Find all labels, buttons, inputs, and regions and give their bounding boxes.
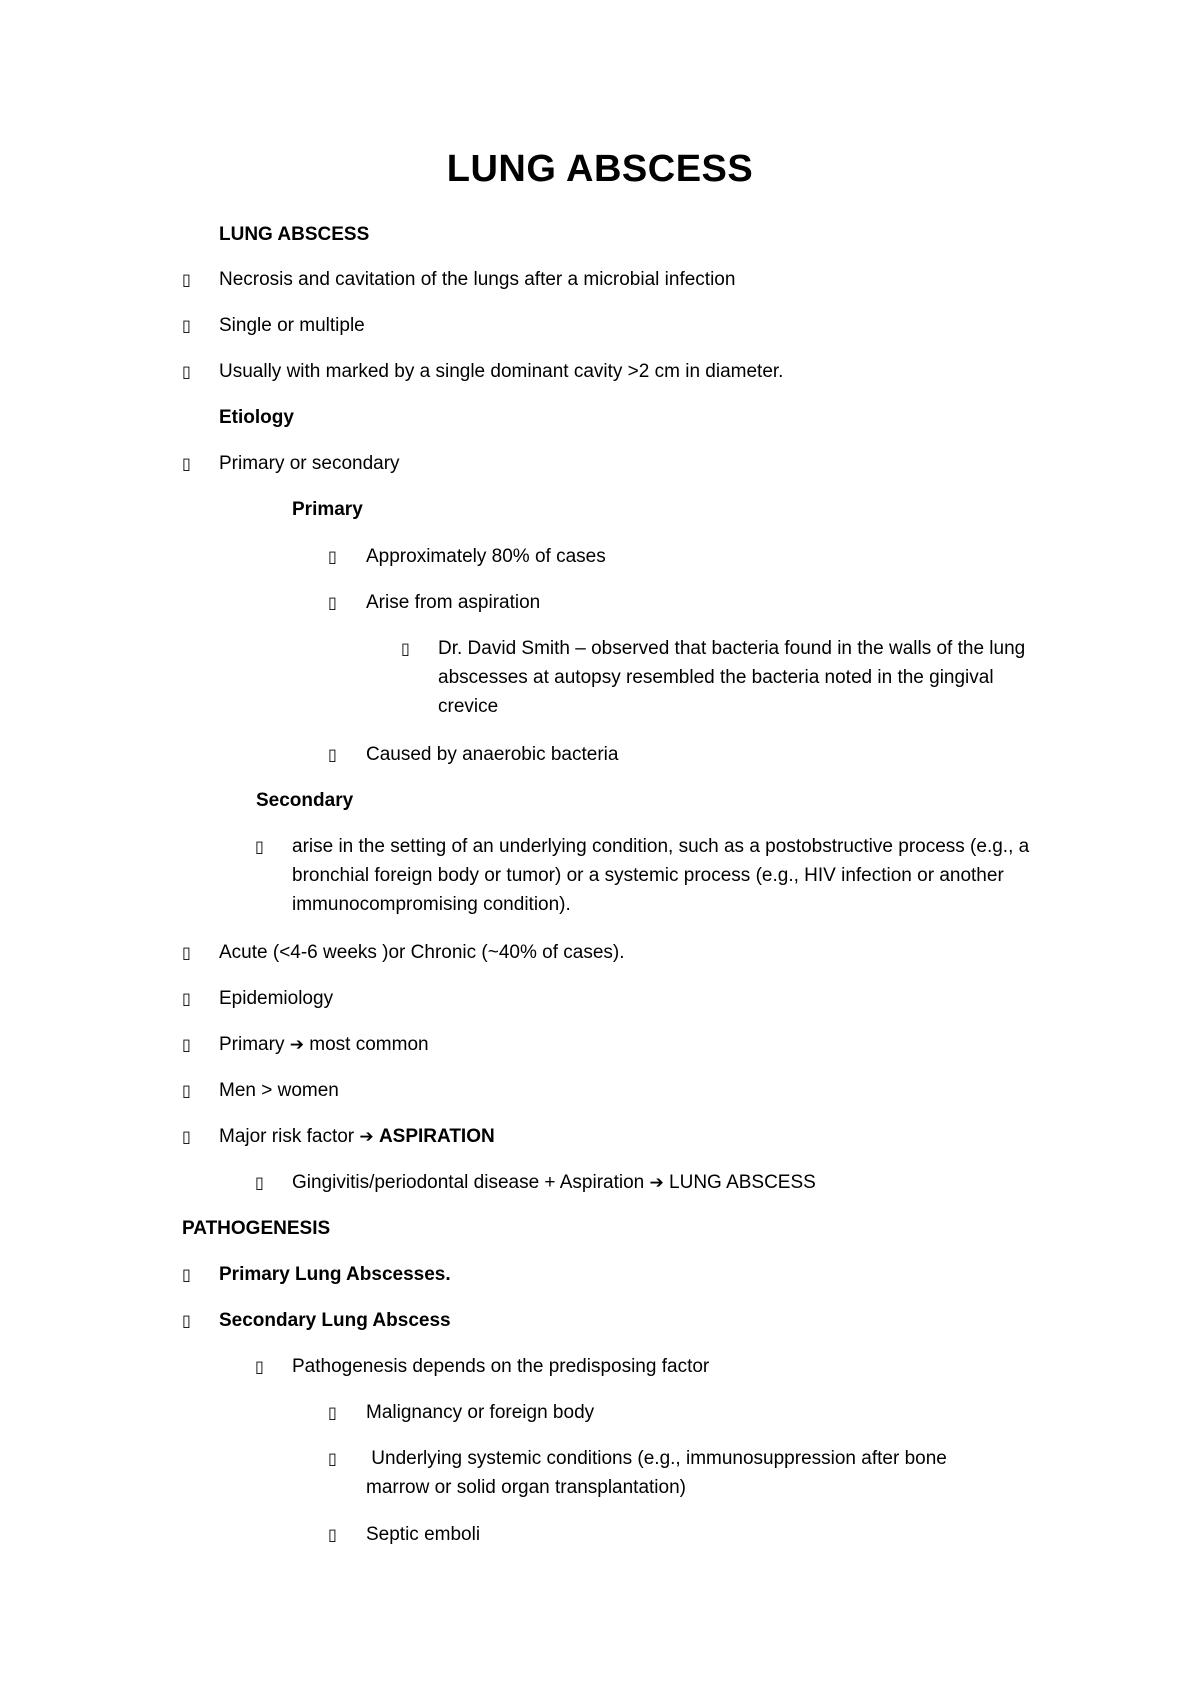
list-item: Primary Lung Abscesses. xyxy=(219,1264,451,1285)
bullet-icon: ▯ xyxy=(182,1081,191,1100)
bullet-icon: ▯ xyxy=(182,1127,191,1146)
bullet-icon: ▯ xyxy=(328,593,337,612)
bullet-icon: ▯ xyxy=(182,362,191,381)
most-common-label: most common xyxy=(309,1034,429,1055)
bullet-icon: ▯ xyxy=(182,1265,191,1284)
bullet-icon: ▯ xyxy=(182,943,191,962)
list-item: Men > women xyxy=(219,1080,339,1101)
risk-factor-label: Major risk factor xyxy=(219,1126,355,1147)
list-item: Usually with marked by a single dominant cavity >2 cm in diameter. xyxy=(219,361,784,382)
bullet-icon: ▯ xyxy=(328,745,337,764)
gingivitis-result: LUNG ABSCESS xyxy=(669,1172,816,1193)
bullet-icon: ▯ xyxy=(328,547,337,566)
secondary-item: arise in the setting of an underlying condition, such as a postobstructive process (e.g., a bronchial foreign body or tumor) or a systemic process (e.g., HIV infection or another immunocompromising condition). xyxy=(292,836,1030,915)
section-heading-lung-abscess: LUNG ABSCESS xyxy=(219,224,370,245)
bullet-icon: ▯ xyxy=(255,837,264,856)
arrow-right-icon: ➔ xyxy=(649,1173,664,1193)
document-title: LUNG ABSCESS xyxy=(446,148,754,190)
primary-heading: Primary xyxy=(292,499,363,520)
primary-label: Primary xyxy=(219,1034,285,1055)
list-item: Underlying systemic conditions (e.g., immunosuppression after bone marrow or solid organ transplantation) xyxy=(366,1448,953,1498)
gingivitis-label: Gingivitis/periodontal disease + Aspiration xyxy=(292,1172,645,1193)
bullet-icon: ▯ xyxy=(401,639,410,658)
list-item: Single or multiple xyxy=(219,315,365,336)
bullet-icon: ▯ xyxy=(255,1173,264,1192)
list-item: Pathogenesis depends on the predisposing factor xyxy=(292,1356,710,1377)
arrow-right-icon: ➔ xyxy=(359,1127,374,1147)
arrow-right-icon: ➔ xyxy=(289,1035,304,1055)
etiology-heading: Etiology xyxy=(219,407,294,428)
bullet-icon: ▯ xyxy=(182,316,191,335)
bullet-icon: ▯ xyxy=(328,1449,337,1468)
list-item: Epidemiology xyxy=(219,988,334,1009)
list-item: Malignancy or foreign body xyxy=(366,1402,595,1423)
bullet-icon: ▯ xyxy=(182,454,191,473)
bullet-icon: ▯ xyxy=(182,1035,191,1054)
pathogenesis-heading: PATHOGENESIS xyxy=(182,1218,331,1239)
list-item xyxy=(292,1168,816,1198)
secondary-heading: Secondary xyxy=(256,790,354,811)
smith-note: Dr. David Smith – observed that bacteria found in the walls of the lung abscesses at autopsy resembled the bacteria noted in the gingival crevice xyxy=(438,638,1026,717)
list-item: Acute (<4-6 weeks )or Chronic (~40% of cases). xyxy=(219,942,625,963)
risk-factor-value: ASPIRATION xyxy=(378,1126,495,1147)
list-item xyxy=(219,1122,495,1152)
list-item: Arise from aspiration xyxy=(366,592,541,613)
bullet-icon: ▯ xyxy=(328,1525,337,1544)
bullet-icon: ▯ xyxy=(255,1357,264,1376)
bullet-icon: ▯ xyxy=(328,1403,337,1422)
list-item: Primary or secondary xyxy=(219,453,400,474)
list-item xyxy=(219,1030,429,1060)
list-item: Secondary Lung Abscess xyxy=(219,1310,451,1331)
list-item: Caused by anaerobic bacteria xyxy=(366,744,619,765)
bullet-icon: ▯ xyxy=(182,1311,191,1330)
list-item: Approximately 80% of cases xyxy=(366,546,606,567)
bullet-icon: ▯ xyxy=(182,989,191,1008)
list-item: Septic emboli xyxy=(366,1524,481,1545)
bullet-icon: ▯ xyxy=(182,270,191,289)
list-item: Necrosis and cavitation of the lungs after a microbial infection xyxy=(219,269,736,290)
